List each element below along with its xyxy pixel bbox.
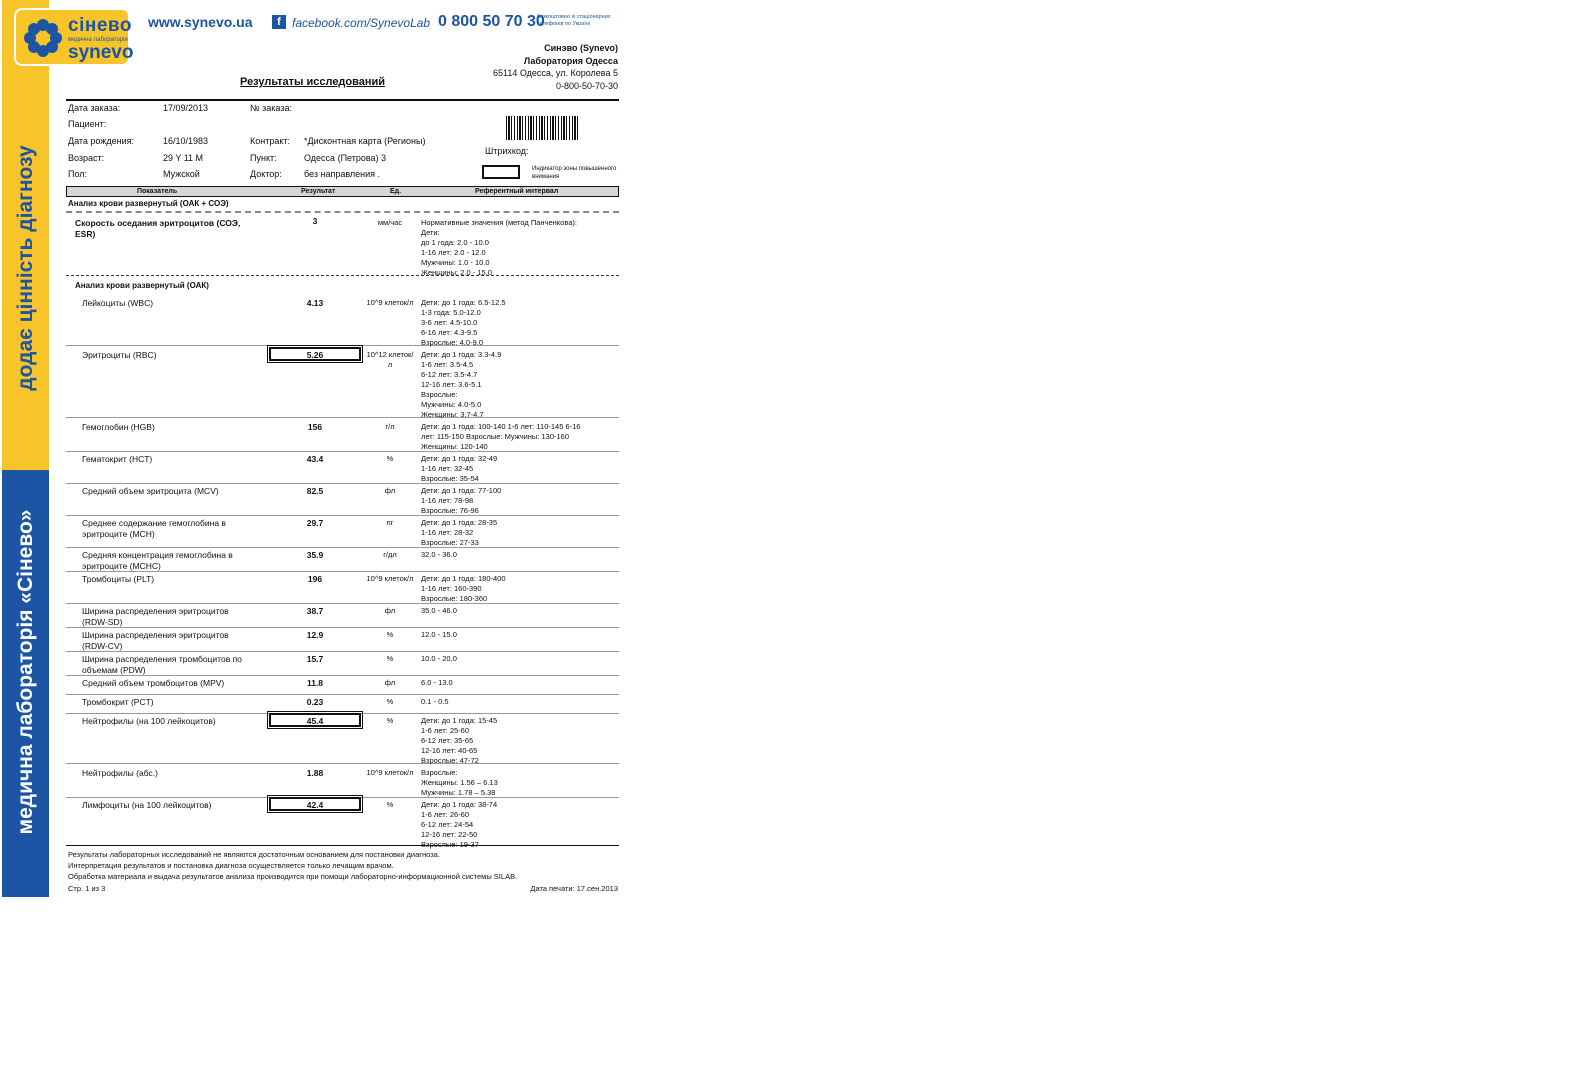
- row-unit: %: [386, 654, 394, 663]
- ref-line: 1-16 лет: 160-390: [421, 584, 482, 593]
- ref-line: Дети: до 1 года: 77-100: [421, 486, 502, 495]
- barcode-image: [506, 116, 578, 140]
- ref-line: Женщины: 120-140: [421, 442, 488, 451]
- ref-line: Дети: до 1 года: 38-74: [421, 800, 498, 809]
- table-row: [66, 697, 619, 714]
- col-param-header: Показатель: [137, 188, 178, 195]
- row-reference: [421, 716, 616, 766]
- row-name: Нейтрофилы (на 100 лейкоцитов): [82, 716, 216, 726]
- lab-name: Синэво (Synevo): [544, 43, 618, 53]
- ref-line: 12-16 лет: 3.6-5.1: [421, 380, 482, 389]
- row-reference: [421, 218, 616, 278]
- row-unit: мм/час: [377, 218, 403, 227]
- facebook-link[interactable]: facebook.com/SynevoLab: [292, 16, 431, 30]
- row-reference: [421, 678, 616, 688]
- ref-line: 1-6 лет: 25-60: [421, 726, 470, 735]
- ref-line: Женщины: 3.7-4.7: [421, 410, 484, 419]
- disclaimer-line: Интерпретация результатов и постановка диагноза осуществляется только лечащим врачом.: [68, 861, 394, 870]
- row-reference: [421, 654, 616, 664]
- table-row: [66, 574, 619, 604]
- ref-line: 12-16 лет: 40-65: [421, 746, 478, 755]
- title-divider: [66, 99, 619, 101]
- doctor-value: без направления .: [304, 169, 381, 179]
- ref-line: Взрослые:: [421, 768, 458, 777]
- col-result-header: Результат: [301, 188, 336, 195]
- row-value: 3: [312, 216, 318, 226]
- ref-line: 1-6 лет: 3.5-4.5: [421, 360, 474, 369]
- order-date-label: Дата заказа:: [68, 103, 121, 113]
- print-date: Дата печати: 17.сен.2013: [530, 884, 618, 893]
- row-name: Гематокрит (HCT): [82, 454, 153, 464]
- ref-line: 1-16 лет: 2.0 - 12.0: [421, 248, 486, 257]
- table-row: [66, 716, 619, 764]
- row-reference: [421, 350, 616, 420]
- hotline-phone[interactable]: 0 800 50 70 30: [438, 13, 545, 30]
- row-reference: [421, 630, 616, 640]
- point-value: Одесса (Петрова) 3: [304, 153, 387, 163]
- table-row: [66, 800, 619, 849]
- ref-line: Взрослые: 35-54: [421, 474, 479, 483]
- doctor-label: Доктор:: [250, 169, 282, 179]
- col-unit-header: Ед.: [390, 188, 402, 195]
- sex-label: Пол:: [68, 169, 88, 179]
- lab-address: 65114 Одесса, ул. Королева 5: [493, 68, 618, 79]
- table-row: [66, 350, 619, 418]
- ref-line: 12-16 лет: 22-50: [421, 830, 478, 839]
- ref-line: лет: 115-150 Взрослые: Мужчины: 130-160: [421, 432, 570, 441]
- row-value: 43.4: [306, 454, 324, 464]
- section-heading-cbc: Анализ крови развернутый (ОАК): [75, 281, 209, 290]
- dob-label: Дата рождения:: [68, 136, 134, 146]
- ref-line: Взрослые: 180-360: [421, 594, 488, 603]
- row-name: Тромбокрит (PCT): [82, 697, 154, 707]
- row-value: 196: [307, 574, 323, 584]
- row-reference: [421, 768, 616, 798]
- ref-line: Взрослые: 4.0-9.0: [421, 338, 483, 347]
- table-row: [66, 518, 619, 548]
- logo-text-ru: сінево: [68, 15, 132, 36]
- ref-line: Взрослые: 27-33: [421, 538, 479, 547]
- logo-text-en: synevo: [68, 42, 134, 63]
- sex-value: Мужской: [163, 169, 200, 179]
- contract-label: Контракт:: [250, 136, 291, 146]
- row-reference: [421, 422, 616, 452]
- row-value-flagged: 5.26: [269, 347, 361, 361]
- row-unit: г/дл: [383, 550, 397, 559]
- age-value: 29 Y 11 M: [163, 153, 204, 163]
- row-unit: фл: [384, 486, 396, 495]
- table-header: [66, 186, 619, 197]
- facebook-icon[interactable]: f: [272, 15, 286, 29]
- row-value: 4.13: [306, 298, 324, 308]
- row-name: Ширина распределения тромбоцитов по объемам (PDW): [82, 654, 242, 675]
- contract-value: *Дисконтная карта (Регионы): [304, 136, 426, 146]
- row-reference: [421, 574, 616, 604]
- ref-line: до 1 года: 2.0 - 10.0: [421, 238, 489, 247]
- row-unit: 10^9 клеток/л: [366, 768, 414, 777]
- logo-subtitle: медична лабораторія: [68, 37, 128, 43]
- ref-line: 6-12 лет: 35-65: [421, 736, 474, 745]
- ref-line: 6-12 лет: 3.5-4.7: [421, 370, 478, 379]
- row-name: Средний объем эритроцита (MCV): [82, 486, 219, 496]
- row-name: Гемоглобин (HGB): [82, 422, 155, 432]
- ref-line: Дети: до 1 года: 180-400: [421, 574, 506, 583]
- ref-line: 6.0 - 13.0: [421, 678, 453, 687]
- table-row: [66, 606, 619, 628]
- row-value: 11.8: [306, 678, 324, 688]
- row-unit: пг: [386, 518, 394, 527]
- row-unit: фл: [384, 678, 396, 687]
- row-name: Лимфоциты (на 100 лейкоцитов): [82, 800, 212, 810]
- row-reference: [421, 697, 616, 707]
- row-value-flagged: 42.4: [269, 797, 361, 811]
- ref-line: Дети: до 1 года: 3.3-4.9: [421, 350, 502, 359]
- table-row: [66, 654, 619, 676]
- row-unit: %: [386, 454, 394, 463]
- website-link[interactable]: www.synevo.ua: [148, 14, 253, 30]
- footer-divider: [66, 845, 619, 846]
- row-value: 35.9: [306, 550, 324, 560]
- row-unit: %: [386, 630, 394, 639]
- row-name: Эритроциты (RBC): [82, 350, 157, 360]
- row-reference: [421, 800, 616, 850]
- ref-line: Дети:: [421, 228, 440, 237]
- row-value: 15.7: [306, 654, 324, 664]
- ref-line: Взрослые: 47-72: [421, 756, 479, 765]
- lab-phone: 0-800-50-70-30: [555, 80, 618, 91]
- section-heading-cbc-esr: Анализ крови развернутый (ОАК + СОЭ): [68, 199, 229, 208]
- order-number-label: № заказа:: [250, 103, 292, 113]
- row-reference: [421, 606, 616, 616]
- row-value: 12.9: [306, 630, 324, 640]
- ref-line: 6-12 лет: 24-54: [421, 820, 474, 829]
- table-row: [66, 768, 619, 798]
- row-unit: 10^9 клеток/л: [366, 298, 414, 307]
- ref-line: Мужчины: 1.78 – 5.38: [421, 788, 496, 797]
- ref-line: 3-6 лет: 4.5-10.0: [421, 318, 478, 327]
- section-divider: [66, 211, 619, 213]
- order-date-value: 17/09/2013: [163, 103, 209, 113]
- ref-line: Взрослые: 76-96: [421, 506, 479, 515]
- ref-line: 1-6 лет: 26-60: [421, 810, 470, 819]
- table-row: [66, 678, 619, 695]
- ref-line: Дети: до 1 года: 100-140 1-6 лет: 110-145 6-16: [421, 422, 581, 431]
- row-unit: 10^12 клеток/л: [366, 350, 414, 369]
- ref-line: 1-16 лет: 78-98: [421, 496, 474, 505]
- row-value: 1.88: [306, 768, 324, 778]
- ref-line: Женщины: 1.56 – 6.13: [421, 778, 498, 787]
- row-name: Тромбоциты (PLT): [82, 574, 155, 584]
- row-name: Среднее содержание гемоглобина в эритроците (MCH): [82, 518, 226, 539]
- table-row: [66, 298, 619, 346]
- section-divider-dashed: [66, 275, 619, 276]
- row-name: Средняя концентрация гемоглобина в эритроците (MCHC): [82, 550, 233, 571]
- dob-value: 16/10/1983: [163, 136, 209, 146]
- ref-line: Женщины: 2.0 - 15.0: [421, 268, 492, 277]
- disclaimer-line: Обработка материала и выдача результатов анализа производится при помощи лабораторно-информационной системы SILAB.: [68, 872, 518, 881]
- row-unit: %: [386, 716, 394, 725]
- ref-line: 6-16 лет: 4.3-9.5: [421, 328, 478, 337]
- hotline-note: безкоштовно зі стаціонарних телефонів по Україні: [537, 14, 611, 27]
- table-row: [66, 550, 619, 572]
- tagline-bottom: медична лабораторія «Сінево»: [14, 509, 37, 835]
- page-number: Стр. 1 из 3: [68, 884, 106, 893]
- row-name: Средний объем тромбоцитов (MPV): [82, 678, 225, 688]
- flower-logo-icon: [22, 17, 64, 59]
- table-row: [66, 630, 619, 652]
- ref-line: 10.0 - 20.0: [421, 654, 457, 663]
- row-name: Ширина распределения эритроцитов (RDW-SD): [82, 606, 229, 627]
- page-title: Результаты исследований: [240, 76, 386, 88]
- age-label: Возраст:: [68, 153, 105, 163]
- attention-indicator-box: [482, 165, 520, 179]
- row-name: Лейкоциты (WBC): [82, 298, 154, 308]
- row-unit: %: [386, 800, 394, 809]
- ref-line: Взрослые:: [421, 390, 458, 399]
- row-value: 29.7: [306, 518, 324, 528]
- ref-line: Нормативные значения (метод Панченкова):: [421, 218, 577, 227]
- row-reference: [421, 518, 616, 548]
- row-name: Ширина распределения эритроцитов (RDW-CV): [82, 630, 229, 651]
- disclaimer-line: Результаты лабораторных исследований не являются достаточным основанием для постановки диагноза.: [68, 850, 440, 859]
- ref-line: Мужчины: 1.0 - 10.0: [421, 258, 490, 267]
- table-row: [66, 422, 619, 452]
- table-row: [66, 454, 619, 484]
- table-row-esr: [66, 216, 619, 277]
- row-reference: [421, 298, 616, 348]
- patient-label: Пациент:: [68, 119, 107, 129]
- ref-line: Дети: до 1 года: 15-45: [421, 716, 498, 725]
- lab-branch: Лаборатория Одесса: [523, 55, 618, 66]
- tagline-top: додає цінність діагнозу: [14, 145, 37, 391]
- row-value-flagged: 45.4: [269, 713, 361, 727]
- ref-line: Мужчины: 4.0-5.0: [421, 400, 482, 409]
- results-document: [66, 40, 619, 900]
- row-reference: [421, 486, 616, 516]
- row-unit: 10^9 клеток/л: [366, 574, 414, 583]
- ref-line: 1-16 лет: 32-45: [421, 464, 474, 473]
- table-row: [66, 486, 619, 516]
- disclaimer: [68, 849, 517, 882]
- lab-info: [493, 42, 618, 92]
- row-value: 156: [307, 422, 323, 432]
- row-name: Нейтрофилы (абс.): [82, 768, 158, 778]
- attention-indicator-label: Индикатор зоны повышенного внимания: [532, 166, 617, 180]
- ref-line: Взрослые: 19-37: [421, 840, 479, 849]
- ref-line: Дети: до 1 года: 6.5-12.5: [421, 298, 506, 307]
- row-unit: г/л: [385, 422, 395, 431]
- point-label: Пункт:: [250, 153, 277, 163]
- row-reference: [421, 550, 616, 560]
- ref-line: 1-3 года: 5.0-12.0: [421, 308, 481, 317]
- row-unit: %: [386, 697, 394, 706]
- row-unit: фл: [384, 606, 396, 615]
- col-ref-header: Референтный интервал: [475, 188, 559, 195]
- ref-line: 35.0 - 46.0: [421, 606, 457, 615]
- row-value: 38.7: [306, 606, 324, 616]
- row-value: 0.23: [306, 697, 324, 707]
- ref-line: Дети: до 1 года: 28-35: [421, 518, 498, 527]
- row-value: 82.5: [306, 486, 324, 496]
- ref-line: 32.0 - 36.0: [421, 550, 457, 559]
- brand-strip: [2, 0, 49, 897]
- ref-line: 1-16 лет: 28-32: [421, 528, 474, 537]
- row-name: Скорость оседания эритроцитов (СОЭ, ESR): [75, 218, 241, 239]
- ref-line: Дети: до 1 года: 32-49: [421, 454, 498, 463]
- ref-line: 12.0 - 15.0: [421, 630, 457, 639]
- row-reference: [421, 454, 616, 484]
- barcode-label: Штрихкод:: [485, 146, 529, 156]
- ref-line: 0.1 - 0.5: [421, 697, 449, 706]
